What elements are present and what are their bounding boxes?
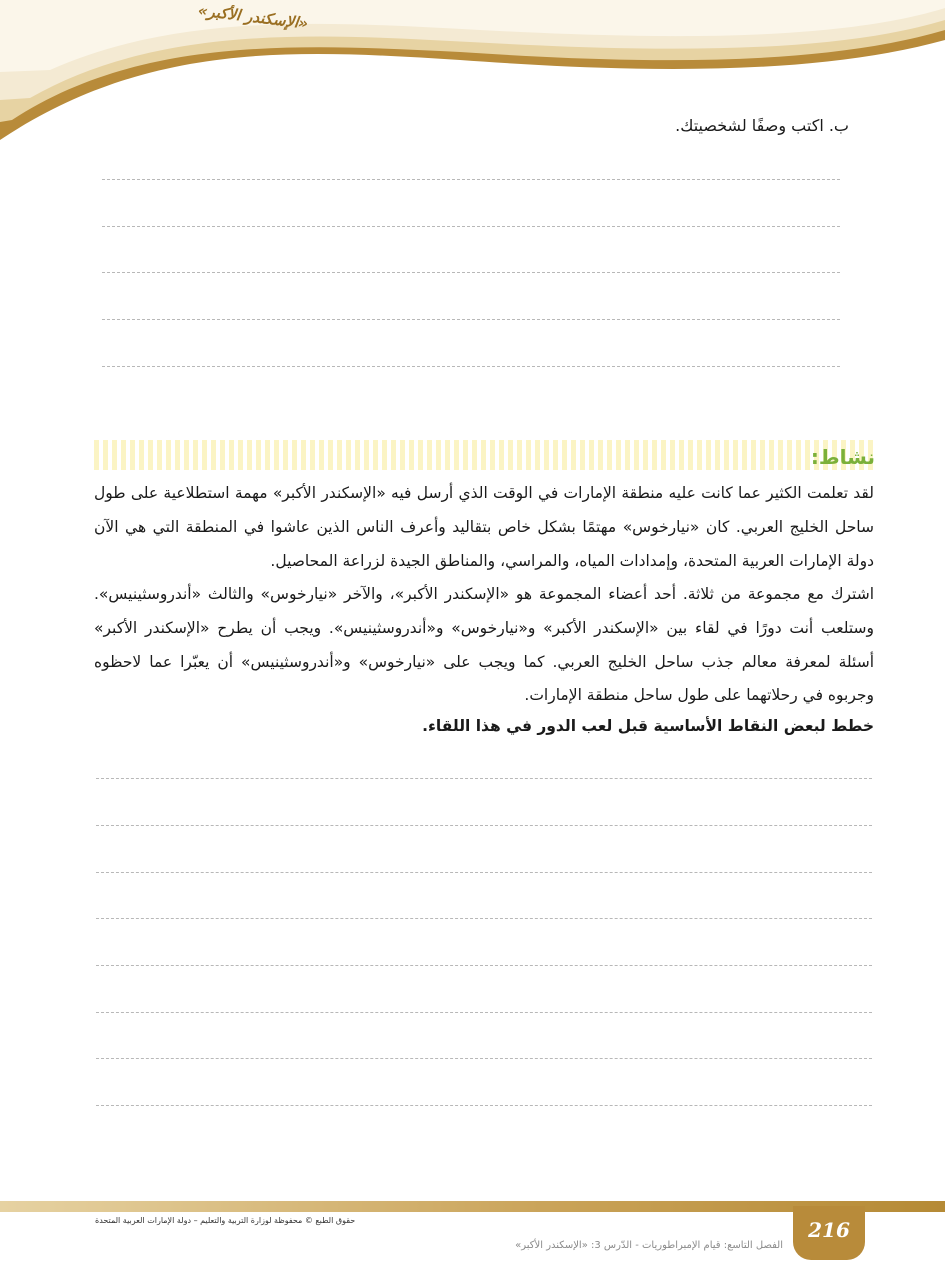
activity-title: نشاط: (810, 445, 875, 469)
page-number: 216 (808, 1218, 850, 1242)
chapter-lesson-note: الفصل التاسع: قيام الإمبراطوريات - الدّرس 3: «الإسكندر الأكبر» (515, 1240, 783, 1251)
answer-lines-activity (96, 0, 872, 1110)
answer-line[interactable] (96, 872, 872, 873)
answer-line[interactable] (96, 965, 872, 966)
activity-paragraph-2: اشترك مع مجموعة من ثلاثة. أحد أعضاء المجموعة هو «الإسكندر الأكبر»، والآخر «نيارخوس» والثالث «أندروسثينيس». وستلعب أنت دورًا في لقاء بين «الإسكندر الأكبر» و«نيارخوس» و«أندروسثينيس». ويجب أن يطرح «الإسكندر الأكبر» أسئلة لمعرفة معالم جذب ساحل الخليج العربي. كما ويجب على «نيارخوس» و«أندروسثينيس» أن يعبّرا عما لاحظوه وجربوه في رحلاتهما على طول ساحل منطقة الإمارات. (94, 585, 874, 705)
answer-line[interactable] (96, 1105, 872, 1106)
question-b: ب. اكتب وصفًا لشخصيتك. (675, 116, 849, 135)
answer-line[interactable] (96, 1012, 872, 1013)
answer-line[interactable] (96, 918, 872, 919)
activity-paragraph-1: لقد تعلمت الكثير عما كانت عليه منطقة الإمارات في الوقت الذي أرسل فيه «الإسكندر الأكبر» مهمة استطلاعية على طول ساحل الخليج العربي. كان «نيارخوس» مهتمًا بشكل خاص بتقاليد وأعرف الناس الذين عاشوا في المنطقة التي هي الآن دولة الإمارات العربية المتحدة، وإمدادات المياه، والمراسي، والمناطق الجيدة لزراعة المحاصيل. (94, 484, 874, 570)
lesson-title-header: «الإسكندر الأكبر» (197, 1, 309, 33)
answer-line[interactable] (96, 778, 872, 779)
copyright-note: حقوق الطبع © محفوظة لوزارة التربية والتعليم – دولة الإمارات العربية المتحدة (95, 1216, 356, 1225)
answer-line[interactable] (96, 825, 872, 826)
answer-line[interactable] (96, 1058, 872, 1059)
activity-instruction: خطط لبعض النقاط الأساسية قبل لعب الدور في هذا اللقاء. (422, 717, 874, 735)
